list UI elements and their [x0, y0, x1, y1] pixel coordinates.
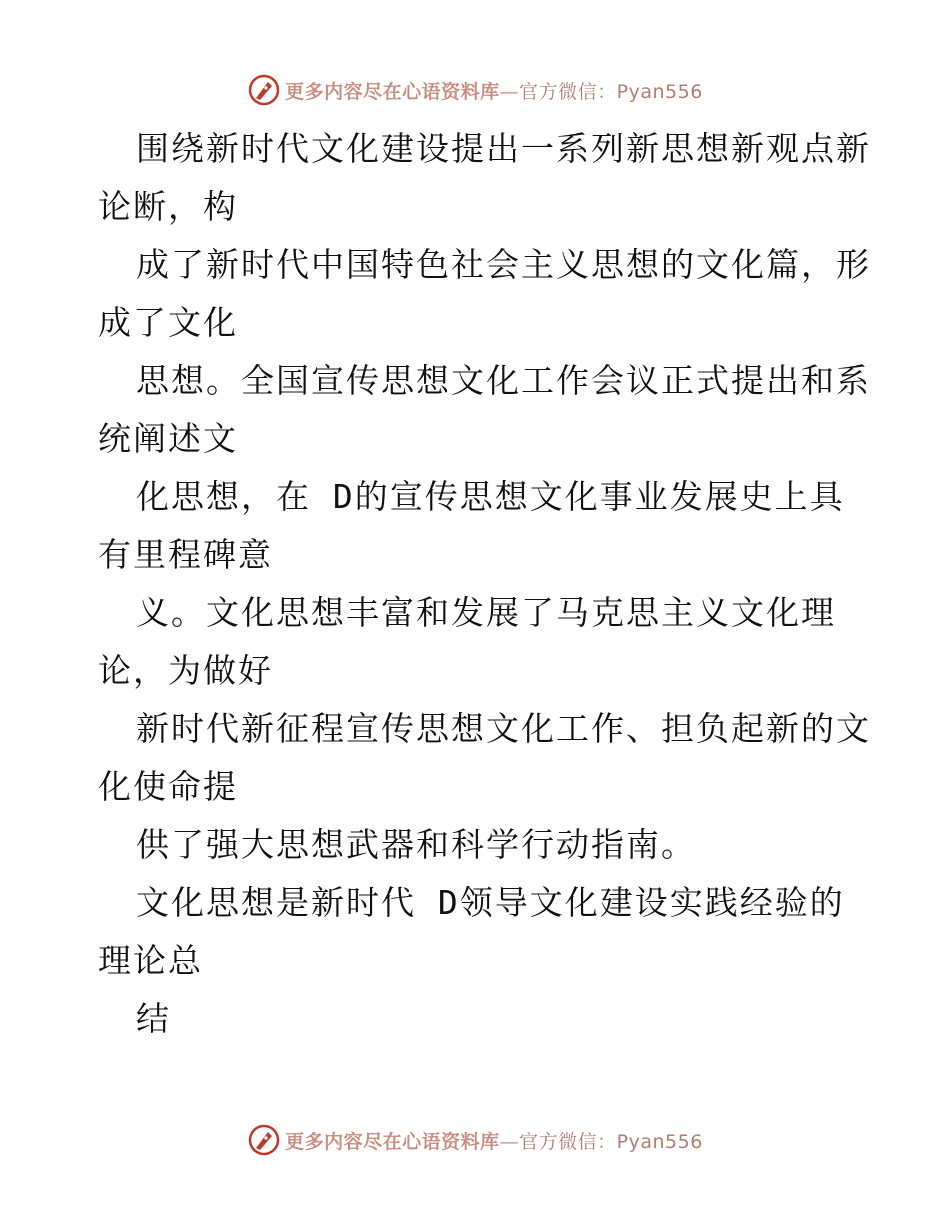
- text-line: 有里程碑意: [98, 535, 273, 574]
- text-line: 思想。全国宣传思想文化工作会议正式提出和系: [136, 361, 871, 400]
- pen-nib-logo-icon: [247, 1123, 281, 1157]
- footer-banner-wechat: 官方微信：Pyan556: [519, 1130, 703, 1153]
- text-line: 新时代新征程宣传思想文化工作、担负起新的文: [136, 709, 871, 748]
- text-line: 成了新时代中国特色社会主义思想的文化篇，形: [136, 245, 871, 284]
- footer-banner: [0, 1120, 950, 1160]
- text-line: 围绕新时代文化建设提出一系列新思想新观点新: [136, 129, 871, 168]
- text-line: 统阐述文: [98, 419, 238, 458]
- text-line: 供了强大思想武器和科学行动指南。: [136, 825, 696, 864]
- text-line: 成了文化: [98, 303, 238, 342]
- header-banner-dash: —: [499, 80, 520, 103]
- text-line: 理论总: [98, 941, 203, 980]
- header-banner: [0, 70, 950, 110]
- header-banner-wechat: 官方微信：Pyan556: [519, 80, 703, 103]
- footer-banner-dash: —: [499, 1130, 520, 1153]
- header-banner-main: 更多内容尽在心语资料库: [285, 80, 500, 103]
- text-line: 文化思想是新时代 D领导文化建设实践经验的: [136, 883, 845, 922]
- text-line: 论断，构: [98, 187, 238, 226]
- pen-nib-logo-icon: [247, 73, 281, 107]
- text-line: 论，为做好: [98, 651, 273, 690]
- document-body: [98, 120, 871, 1048]
- header-banner-text: [285, 77, 703, 104]
- text-line: 义。文化思想丰富和发展了马克思主义文化理: [136, 593, 836, 632]
- text-line: 结: [136, 999, 171, 1038]
- footer-banner-main: 更多内容尽在心语资料库: [285, 1130, 500, 1153]
- footer-banner-text: [285, 1127, 703, 1154]
- text-line: 化思想，在 D的宣传思想文化事业发展史上具: [136, 477, 845, 516]
- text-line: 化使命提: [98, 767, 238, 806]
